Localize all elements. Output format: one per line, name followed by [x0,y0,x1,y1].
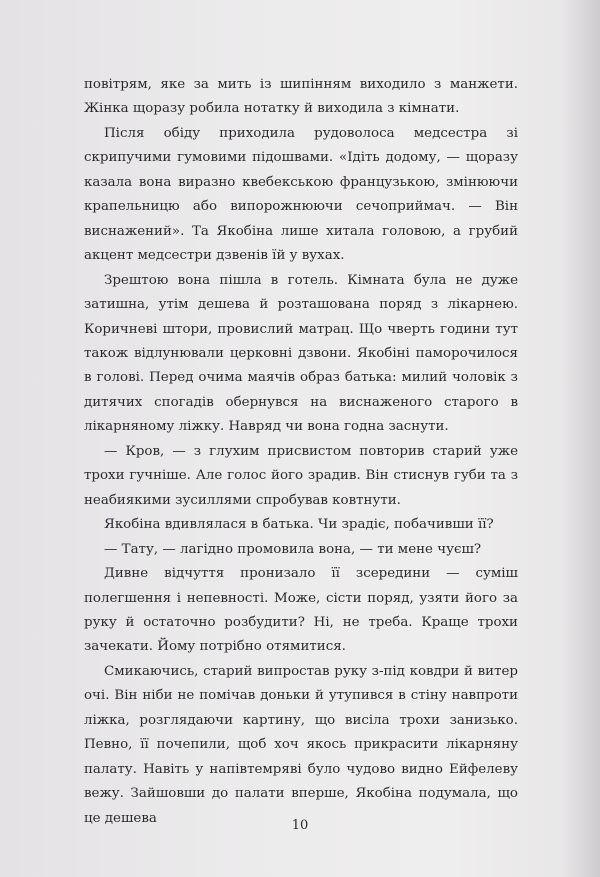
paragraph: — Кров, — з глухим присвистом повторив старий уже трохи гучніше. Але голос його зрадив. Він стиснув губи та з неабиякими зусиллями спробував ковтнути. [84,443,518,508]
body-text [84,73,518,831]
paragraph: Дивне відчуття пронизало її зсередини — суміш полегшення і непевності. Може, сісти поряд, узяти його за руку й остаточно розбудити? Ні, не треба. Краще трохи зачекати. Йому потрібно отямитися. [84,566,518,655]
paragraph: Після обіду приходила рудоволоса медсестра зі скрипучими гумовими підошвами. «Ідіть додому, — щоразу казала вона виразно квебекською французькою, змінюючи крапельницю або випорожнюючи сечоприймач. — Він виснажений». Та Якобіна лише хитала головою, а грубий акцент медсестри дзвенів їй у вухах. [84,125,518,264]
paragraph: Смикаючись, старий випростав руку з-під ковдри й витер очі. Він ніби не помічав доньки й утупився в стіну навпроти ліжка, розглядаючи картину, що висіла трохи занизько. Певно, її почепили, щоб хоч якось прикрасити лікарняну палату. Навіть у напівтемряві було чудово видно Ейфелеву вежу. Зайшовши до палати вперше, Якобіна подумала, що це дешева [84,663,518,826]
paragraph: Зрештою вона пішла в готель. Кімната була не дуже затишна, утім дешева й розташована поряд з лікарнею. Коричневі штори, провислий матрац. Що чверть години тут також відлунювали церковні дзвони. Якобіні паморочилося в голові. Перед очима маячів образ батька: милий чоловік з дитячих спогадів обернувся на виснаженого старого в лікарняному ліжку. Навряд чи вона годна заснути. [84,272,518,435]
page-edge-shadow [562,0,600,877]
paragraph: Якобіна вдивлялася в батька. Чи зрадіє, побачивши її? [104,517,494,533]
page-number: 10 [291,818,309,833]
paragraph: повітрям, яке за мить із шипінням виходило з манжети. Жінка щоразу робила нотатку й виходила з кімнати. [84,77,518,117]
paragraph: — Тату, — лагідно промовила вона, — ти мене чуєш? [104,541,482,557]
